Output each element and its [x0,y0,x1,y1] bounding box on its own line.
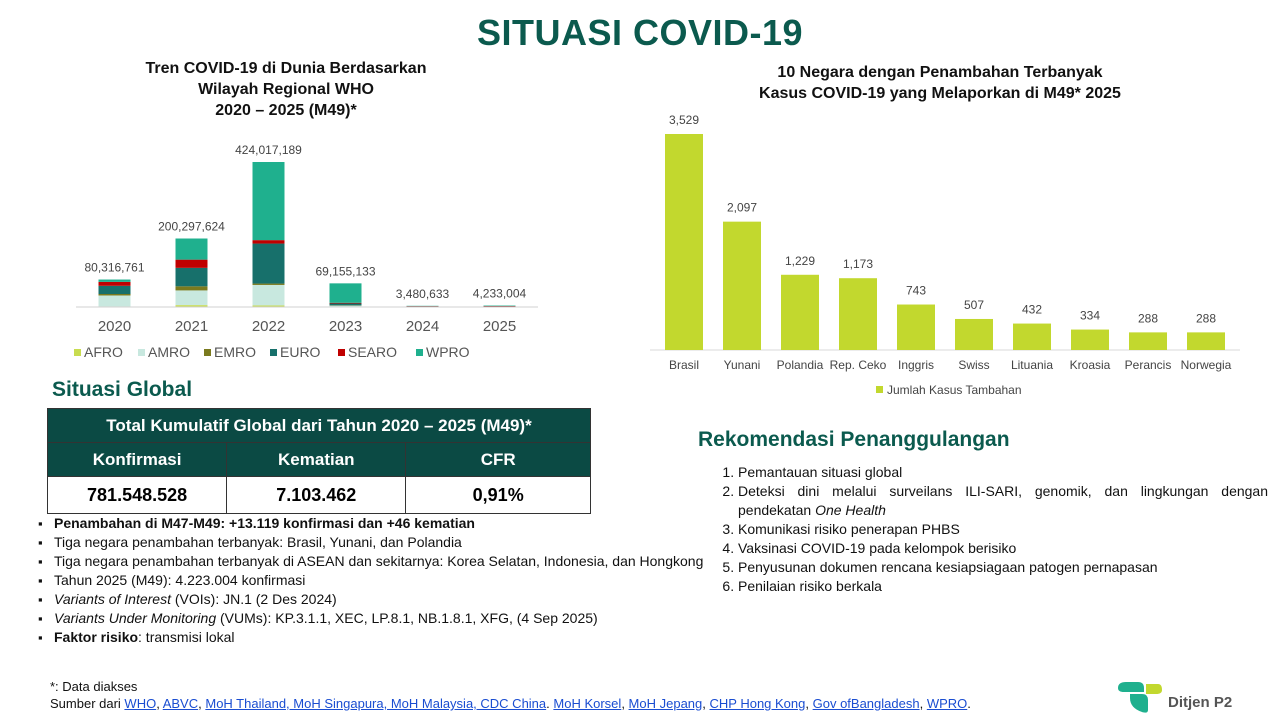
recommendation-section-title: Rekomendasi Penanggulangan [698,428,1010,451]
source-link-moh-korsel[interactable]: MoH Korsel [553,696,622,711]
global-section-title: Situasi Global [52,378,193,401]
value-label-lituania: 432 [1021,302,1043,317]
total-label-2021: 200,297,624 [158,219,225,234]
bar-segment-euro-2021 [176,268,208,286]
list-item: 4. Vaksinasi COVID-19 pada kelompok berisiko [738,539,1268,558]
value-label-perancis: 288 [1137,311,1159,326]
list-item: ▪ Faktor risiko: transmisi lokal [54,628,704,647]
source-sep: , [198,696,206,711]
header-cfr: CFR [406,443,591,477]
left-chart-title-line: 2020 – 2025 (M49)* [215,102,357,119]
bar-swiss [955,319,993,350]
bar-segment-amro-2020 [99,295,131,306]
page-title: SITUASI COVID-19 [476,12,804,53]
x-tick-perancis: Perancis [1124,358,1172,372]
bar-segment-emro-2022 [253,284,285,285]
source-sep: , [621,696,629,711]
x-tick-kroasia: Kroasia [1069,358,1111,372]
source-sep: , [156,696,163,711]
value-label-yunani: 2,097 [726,200,758,215]
header-kematian: Kematian [227,443,406,477]
total-label-2020: 80,316,761 [84,260,145,275]
value-label-polandia: 1,229 [784,253,816,268]
total-label-2022: 424,017,189 [235,143,302,157]
bar-segment-searo-2020 [99,282,131,286]
bar-segment-wpro-2021 [176,239,208,260]
value-konfirmasi: 781.548.528 [48,477,227,514]
value-label-norwegia: 288 [1195,311,1217,326]
right-chart-title-line: Kasus COVID-19 yang Melaporkan di M49* 2025 [759,85,1121,102]
table-title: Total Kumulatif Global dari Tahun 2020 – 2025 (M49)* [48,409,591,443]
legend-swatch-wpro [416,349,423,356]
bar-segment-wpro-2020 [99,280,131,282]
legend-label-afro: AFRO [84,344,123,360]
x-tick-2020: 2020 [97,318,132,335]
legend-label-emro: EMRO [214,344,256,360]
right-chart-title-line: 10 Negara dengan Penambahan Terbanyak [777,64,1103,81]
legend-swatch-emro [204,349,211,356]
x-tick-brasil: Brasil [668,358,700,372]
bar-segment-searo-2023 [330,303,362,304]
sources-line [50,696,971,711]
legend-label-searo: SEARO [348,344,398,360]
source-link-moh-asia[interactable]: MoH Thailand, MoH Singapura, MoH Malaysia, CDC China [205,696,547,711]
legend-swatch-amro [138,349,145,356]
x-tick-2022: 2022 [251,318,286,335]
list-item: ▪ Tiga negara penambahan terbanyak: Brasil, Yunani, dan Polandia [54,533,704,552]
value-cfr: 0,91% [406,477,591,514]
total-label-2024: 3,480,633 [395,286,450,301]
legend-swatch-searo [338,349,345,356]
x-tick-2023: 2023 [328,318,363,335]
recommendation-list [712,463,1268,596]
bar-segment-wpro-2023 [330,283,362,302]
bar-yunani [723,222,761,350]
x-tick-lituania: Lituania [1010,358,1054,372]
value-label-kroasia: 334 [1079,308,1101,323]
sources-prefix: Sumber dari [50,696,125,711]
bar-segment-emro-2020 [99,294,131,295]
bar-segment-searo-2021 [176,260,208,268]
legend-label-wpro: WPRO [426,344,470,360]
source-link-moh-jepang[interactable]: MoH Jepang [628,696,703,711]
source-sep: , [805,696,813,711]
bar-segment-searo-2022 [253,240,285,243]
bar-polandia [781,275,819,350]
source-link-wpro[interactable]: WPRO [926,696,968,711]
x-tick-rep-ceko: Rep. Ceko [829,358,887,372]
value-label-brasil: 3,529 [668,113,700,127]
bar-brasil [665,134,703,350]
global-bullet-list [36,514,704,647]
total-label-2025: 4,233,004 [472,286,527,301]
x-tick-inggris: Inggris [897,358,935,372]
legend-swatch [876,386,883,393]
list-item: ▪ Tahun 2025 (M49): 4.223.004 konfirmasi [54,571,704,590]
list-item: ▪ Penambahan di M47-M49: +13.119 konfirmasi dan +46 kematian [54,514,704,533]
source-sep: , [702,696,710,711]
header-konfirmasi: Konfirmasi [48,443,227,477]
x-tick-2024: 2024 [405,318,440,335]
regional-trend-chart [60,135,527,375]
legend-swatch-euro [270,349,277,356]
value-label-rep-ceko: 1,173 [842,257,874,272]
kemenkes-logo-icon [1116,680,1164,714]
legend-label-euro: EURO [280,344,321,360]
source-sep: . [967,696,971,711]
bar-segment-amro-2021 [176,290,208,305]
global-cumulative-table [47,408,591,514]
x-tick-swiss: Swiss [958,358,990,372]
list-item: 2. Deteksi dini melalui surveilans ILI-SARI, genomik, dan lingkungan dengan pendekatan One Health [738,482,1268,520]
list-item: 3. Komunikasi risiko penerapan PHBS [738,520,1268,539]
bar-kroasia [1071,330,1109,350]
source-link-who[interactable]: WHO [124,696,157,711]
source-sep: , [919,696,927,711]
legend-label: Jumlah Kasus Tambahan [887,383,1022,397]
bar-inggris [897,305,935,350]
logo-text: Ditjen P2 [1168,694,1233,711]
bar-rep-ceko [839,278,877,350]
source-link-abvc[interactable]: ABVC [162,696,199,711]
value-kematian: 7.103.462 [227,477,406,514]
footnote: *: Data diakses [50,679,138,694]
list-item: 1. Pemantauan situasi global [738,463,1268,482]
left-chart-title-line: Wilayah Regional WHO [198,81,374,98]
list-item: 5. Penyusunan dokumen rencana kesiapsiagaan patogen pernapasan [738,558,1268,577]
source-sep: . [546,696,554,711]
x-tick-yunani: Yunani [723,358,761,372]
legend-label-amro: AMRO [148,344,190,360]
x-tick-polandia: Polandia [776,358,824,372]
x-tick-2021: 2021 [174,318,209,335]
bar-segment-euro-2020 [99,286,131,294]
x-tick-norwegia: Norwegia [1180,358,1232,372]
bar-perancis [1129,332,1167,350]
list-item: ▪ Variants Under Monitoring (VUMs): KP.3.1.1, XEC, LP.8.1, NB.1.8.1, XFG, (4 Sep 2025) [54,609,704,628]
value-label-swiss: 507 [963,297,985,312]
bar-segment-amro-2022 [253,285,285,306]
top-countries-chart [650,108,1250,408]
value-label-inggris: 743 [905,283,927,298]
list-item: ▪ Variants of Interest (VOIs): JN.1 (2 Des 2024) [54,590,704,609]
total-label-2023: 69,155,133 [315,264,376,279]
legend-swatch-afro [74,349,81,356]
bar-segment-euro-2023 [330,303,362,305]
bar-segment-euro-2022 [253,244,285,284]
bar-lituania [1013,324,1051,350]
bar-norwegia [1187,332,1225,350]
source-link-chp-hongkong[interactable]: CHP Hong Kong [709,696,806,711]
list-item: ▪ Tiga negara penambahan terbanyak di ASEAN dan sekitarnya: Korea Selatan, Indonesia, dan Hongkong [54,552,704,571]
list-item: 6. Penilaian risiko berkala [738,577,1268,596]
bar-segment-emro-2021 [176,286,208,290]
x-tick-2025: 2025 [482,318,517,335]
source-link-gov-bangladesh[interactable]: Gov ofBangladesh [812,696,920,711]
right-chart-title [660,62,1220,104]
left-chart-title-line: Tren COVID-19 di Dunia Berdasarkan [145,60,427,77]
bar-segment-wpro-2022 [253,162,285,240]
left-chart-title [96,58,476,121]
